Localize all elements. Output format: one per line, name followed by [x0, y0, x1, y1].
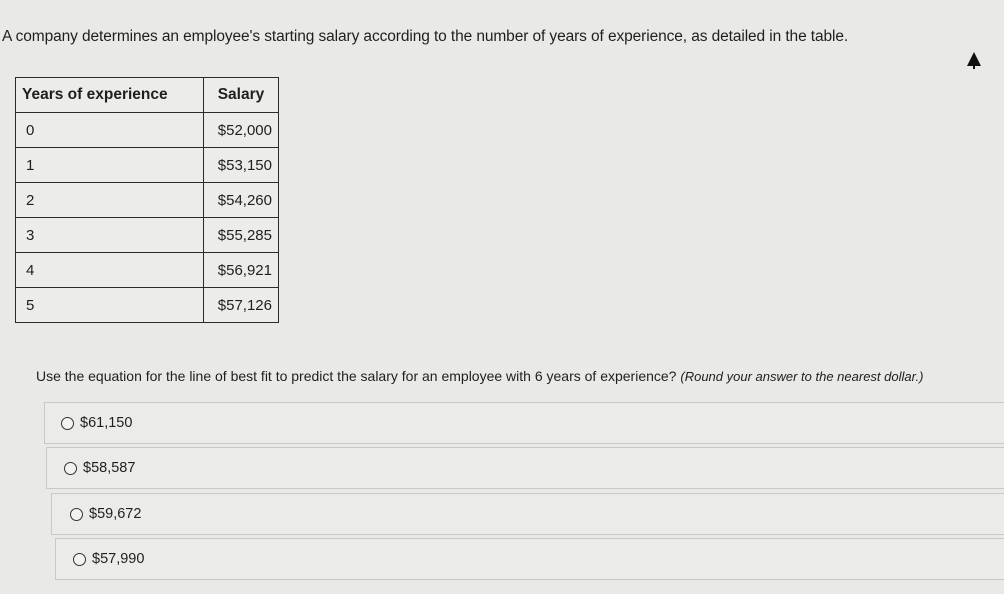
answer-choice-label: $59,672: [89, 506, 142, 522]
cell-years: 0: [16, 113, 204, 148]
header-salary: Salary: [204, 78, 279, 113]
cell-salary: $53,150: [204, 148, 279, 183]
question-text: A company determines an employee's starting salary according to the number of years of experience, as detailed in the table.: [2, 28, 849, 45]
table-row: [16, 218, 279, 253]
cell-salary: $52,000: [204, 113, 279, 148]
answer-choice-d[interactable]: [55, 538, 1004, 580]
mouse-pointer-icon: [967, 52, 981, 66]
answer-choice-c[interactable]: [51, 493, 1004, 535]
cell-years: 2: [16, 183, 204, 218]
answer-choice-b[interactable]: [46, 447, 1004, 489]
answer-choice-label: $57,990: [92, 551, 145, 567]
table-row: [16, 288, 279, 323]
cell-salary: $54,260: [204, 183, 279, 218]
prompt-hint: (Round your answer to the nearest dollar.): [680, 369, 924, 384]
radio-unselected-icon[interactable]: [70, 508, 83, 521]
radio-unselected-icon[interactable]: [61, 417, 74, 430]
cell-salary: $56,921: [204, 253, 279, 288]
cell-salary: $57,126: [204, 288, 279, 323]
cell-years: 1: [16, 148, 204, 183]
table-row: [16, 148, 279, 183]
cell-salary: $55,285: [204, 218, 279, 253]
answer-choice-label: $61,150: [80, 415, 133, 431]
radio-unselected-icon[interactable]: [64, 462, 77, 475]
cell-years: 5: [16, 288, 204, 323]
table-row: [16, 183, 279, 218]
answer-choice-label: $58,587: [83, 460, 136, 476]
table-row: [16, 253, 279, 288]
prompt-text: [36, 368, 923, 384]
table-header-row: [16, 78, 279, 113]
answer-choice-a[interactable]: [44, 402, 1004, 444]
table-row: [16, 113, 279, 148]
salary-table: [15, 77, 279, 323]
radio-unselected-icon[interactable]: [73, 553, 86, 566]
cell-years: 4: [16, 253, 204, 288]
header-years: Years of experience: [16, 78, 204, 113]
prompt-main: Use the equation for the line of best fit to predict the salary for an employee with 6 years of experience?: [36, 368, 677, 384]
cell-years: 3: [16, 218, 204, 253]
